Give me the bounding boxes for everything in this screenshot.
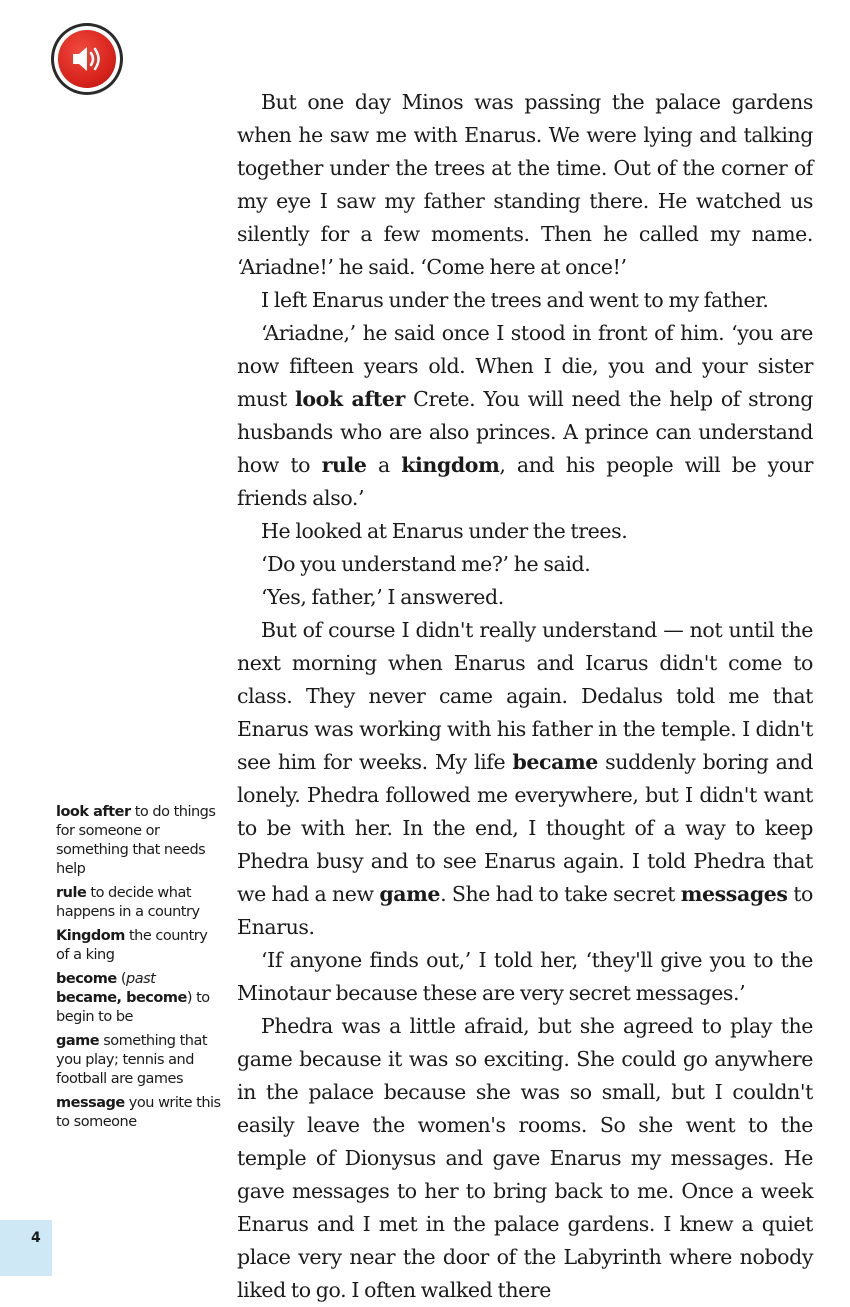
glossary-sidebar (56, 803, 221, 1137)
glossary-definition: the country of a king (56, 928, 208, 963)
paragraph (237, 317, 813, 515)
story-text (237, 86, 813, 1307)
paragraph (237, 548, 813, 581)
paragraph (237, 515, 813, 548)
paragraph (237, 1010, 813, 1307)
glossary-definition: ) to begin to be (56, 990, 210, 1025)
glossary-entry (56, 884, 221, 922)
glossary-entry (56, 803, 221, 879)
text-run: ‘If anyone finds out,’ I told her, ‘they'll give you to the Minotaur because these are very secret messages.’ (237, 948, 813, 1005)
audio-play-button[interactable] (51, 23, 123, 95)
text-run: to Enarus. (237, 882, 813, 939)
glossary-definition: ( (116, 971, 126, 987)
glossary-word: messages (680, 882, 788, 906)
glossary-word: rule (321, 453, 367, 477)
glossary-term: Kingdom (56, 928, 125, 944)
glossary-term: game (56, 1033, 100, 1049)
page-number-tab (0, 1220, 52, 1276)
text-run: I left Enarus under the trees and went to my father. (261, 288, 769, 312)
glossary-past-forms: became, become (56, 990, 187, 1006)
glossary-entry (56, 1032, 221, 1089)
speaker-icon (58, 30, 116, 88)
glossary-term: rule (56, 885, 87, 901)
glossary-word: look after (295, 387, 405, 411)
glossary-word: game (379, 882, 441, 906)
text-run: He looked at Enarus under the trees. (261, 519, 628, 543)
glossary-term: look after (56, 804, 131, 820)
glossary-definition: you write this to someone (56, 1095, 221, 1130)
text-run: a (366, 453, 402, 477)
text-run: ‘Yes, father,’ I answered. (261, 585, 504, 609)
glossary-definition: to decide what happens in a country (56, 885, 200, 920)
text-run: Phedra was a little afraid, but she agreed to play the game because it was so exciting. She could go anywhere in the palace because she was so small, but I couldn't easily leave the women's rooms. So she went to the temple of Dionysus and gave Enarus my messages. He gave messages to her to bring back to me. Once a week Enarus and I met in the palace gardens. I knew a quiet place very near the door of the Labyrinth where nobody liked to go. I often walked there (237, 1014, 813, 1302)
paragraph (237, 614, 813, 944)
text-run: . She had to take secret (440, 882, 681, 906)
text-run: But of course I didn't really understand — not until the next morning when Enarus and Icarus didn't come to class. They never came again. Dedalus told me that Enarus was working with his father in the temple. I didn't see him for weeks. My life (237, 618, 813, 774)
glossary-definition: something that you play; tennis and football are games (56, 1033, 208, 1087)
glossary-entry (56, 927, 221, 965)
text-run: ‘Do you understand me?’ he said. (261, 552, 591, 576)
page-number: 4 (31, 1230, 41, 1246)
text-run: But one day Minos was passing the palace gardens when he saw me with Enarus. We were lying and talking together under the trees at the time. Out of the corner of my eye I saw my father standing there. He watched us silently for a few moments. Then he called my name. ‘Ariadne!’ he said. ‘Come here at once!’ (237, 90, 813, 279)
glossary-word: became (512, 750, 598, 774)
text-run: Crete. You will need the help of strong husbands who are also princes. A prince can understand how to (237, 387, 814, 477)
text-run: ‘Ariadne,’ he said once I stood in front of him. ‘you are now fifteen years old. When I die, you and your sister must (237, 321, 813, 411)
text-run: suddenly boring and lonely. Phedra followed me everywhere, but I didn't want to be with her. In the end, I thought of a way to keep Phedra busy and to see Enarus again. I told Phedra that we had a new (237, 750, 814, 906)
glossary-term: become (56, 971, 117, 987)
glossary-entry (56, 970, 221, 1027)
paragraph (237, 944, 813, 1010)
glossary-definition: to do things for someone or something that needs help (56, 804, 216, 877)
paragraph (237, 86, 813, 284)
text-run: , and his people will be your friends also.’ (237, 453, 813, 510)
paragraph (237, 581, 813, 614)
glossary-term: message (56, 1095, 125, 1111)
glossary-entry (56, 1094, 221, 1132)
glossary-past-label: past (126, 971, 156, 987)
glossary-word: kingdom (401, 453, 500, 477)
paragraph (237, 284, 813, 317)
